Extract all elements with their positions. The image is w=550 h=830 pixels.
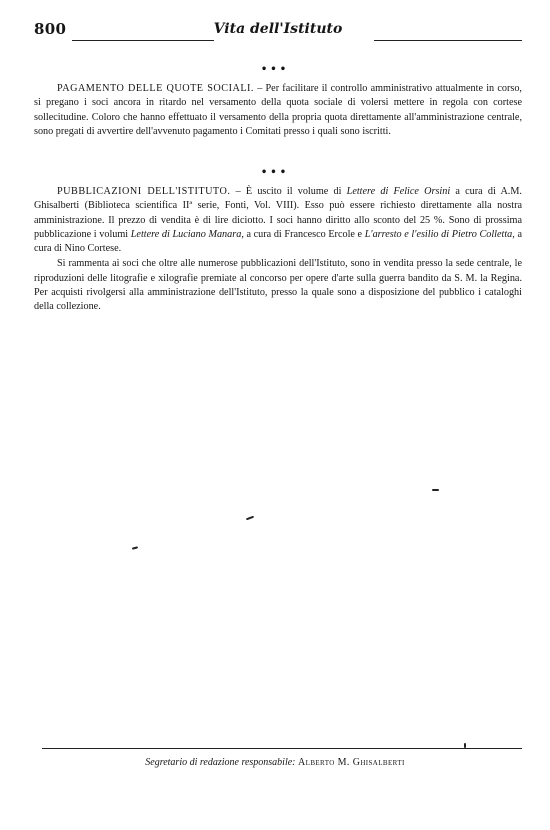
footer-label: Segretario di redazione responsabile:: [145, 757, 296, 768]
section-pagamento-quote: [34, 82, 522, 139]
section-divider: •••: [260, 64, 290, 75]
paragraph-text: , a cura di Nino Cortese.: [34, 228, 522, 255]
paragraph: Si rammenta ai soci che oltre alle numerose pubblicazioni dell'Istituto, sono in vendita presso la sede centrale, le riproduzioni delle litografie e xilografie premiate al concorso per opere d'arte sulla guerra bandito da S. M. la Regina. Per acquisti rivolgersi alla amministrazione dell'Istituto, presso la quale sono a disposizione del pubblico i cataloghi della collezione.: [34, 258, 522, 313]
scan-speck: [132, 546, 138, 549]
footer-name: Alberto M. Ghisalberti: [298, 757, 405, 768]
header-rule-right: [374, 40, 522, 41]
page-number: 800: [34, 20, 67, 38]
footer-rule: [42, 748, 522, 749]
header-title: Vita dell'Istituto: [213, 21, 343, 37]
paragraph: [34, 185, 522, 256]
running-head: [34, 20, 522, 40]
section-heading: PUBBLICAZIONI DELL'ISTITUTO.: [57, 186, 231, 197]
paragraph: [34, 82, 522, 139]
book-title: Lettere di Felice Orsini: [346, 186, 451, 197]
book-title: Lettere di Luciano Manara: [130, 228, 242, 240]
footer-credit: [0, 757, 550, 768]
scan-speck: [246, 516, 254, 521]
paragraph-text: – È uscito il volume di: [230, 186, 347, 197]
header-rule-left: [72, 40, 214, 41]
paragraph-text: , a cura di Francesco Ercole e: [241, 228, 365, 240]
paragraph-text: a cura di A.M. Ghisalberti (Biblioteca scientifica IIª serie, Fonti, Vol. VIII). Esso può essere richiesto direttamente alla nostra amministrazione. Il prezzo di vendita è di lire diciotto. I soci hanno diritto allo sconto del 25 %. Sono di prossima pubblicazione i volumi: [34, 186, 522, 240]
book-title: L'arresto e l'esilio di Pietro Colletta: [364, 228, 513, 240]
section-pubblicazioni: [34, 185, 522, 315]
scan-speck: [432, 489, 439, 491]
section-heading: PAGAMENTO DELLE QUOTE SOCIALI.: [57, 83, 254, 94]
paragraph-text: – Per facilitare il controllo amministrativo attualmente in corso, si pregano i soci ancora in ritardo nel versamento della quota sociale di volersi mettere in regola con cortese sollecitudine. Coloro che hanno effettuato il versamento della propria quota direttamente all'amministrazione centrale, sono pregati di avvertire dell'avvenuto pagamento i Comitati presso i quali sono iscritti.: [34, 83, 522, 137]
section-divider: •••: [260, 167, 290, 178]
